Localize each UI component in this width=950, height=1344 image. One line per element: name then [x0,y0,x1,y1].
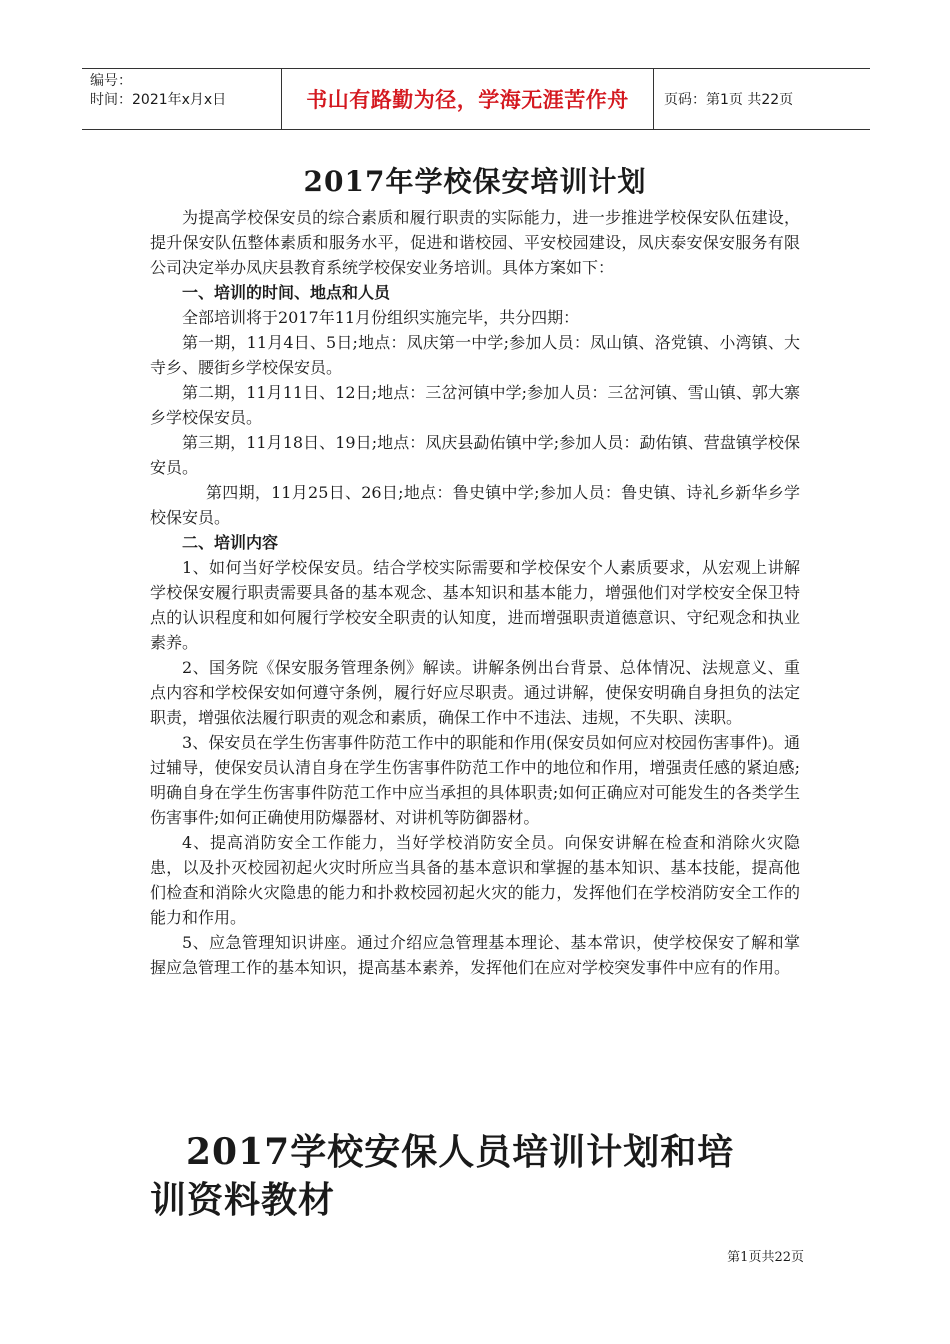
document-title: 2017年学校保安培训计划 [303,165,647,198]
document-time-label: 时间：2021年x月x日 [90,92,227,108]
paragraph-item-2: 2、国务院《保安服务管理条例》解读。讲解条例出台背景、总体情况、法规意义、重点内容和学校保安如何遵守条例，履行好应尽职责。通过讲解，使保安明确自身担负的法定职责，增强依法履行职责的观念和素质，确保工作中不违法、违规，不失职、渎职。 [150,658,800,727]
second-document-title [150,1128,830,1224]
section-heading-1: 一、培训的时间、地点和人员 [182,283,391,302]
second-title-line-1: 2017学校安保人员培训计划和培 [186,1131,735,1173]
paragraph-item-3: 3、保安员在学生伤害事件防范工作中的职能和作用(保安员如何应对校园伤害事件)。通过辅导，使保安员认清自身在学生伤害事件防范工作中的地位和作用，增强责任感的紧迫感;明确自身在学生伤害事件防范工作中应当承担的具体职责;如何正确应对可能发生的各类学生伤害事件;如何正确使用防爆器材、对讲机等防御器材。 [150,733,800,827]
header-motto: 书山有路勤为径，学海无涯苦作舟 [282,69,654,129]
document-number-label: 编号： [90,73,132,89]
paragraph-session-4: 第四期，11月25日、26日;地点：鲁史镇中学;参加人员：鲁史镇、诗礼乡新华乡学校保安员。 [150,483,800,527]
intro-paragraph: 为提高学校保安员的综合素质和履行职责的实际能力，进一步推进学校保安队伍建设，提升保安队伍整体素质和服务水平，促进和谐校园、平安校园建设，凤庆泰安保安服务有限公司决定举办凤庆县教育系统学校保安业务培训。具体方案如下： [150,208,800,277]
page-header [82,68,870,130]
paragraph: 全部培训将于2017年11月份组织实施完毕，共分四期： [182,308,580,327]
header-meta [82,69,282,129]
second-title-line-2: 训资料教材 [150,1179,336,1221]
paragraph-session-1: 第一期，11月4日、5日;地点：凤庆第一中学;参加人员：凤山镇、洛党镇、小湾镇、大寺乡、腰街乡学校保安员。 [150,333,800,377]
paragraph-session-2: 第二期，11月11日、12日;地点：三岔河镇中学;参加人员：三岔河镇、雪山镇、郭大寨乡学校保安员。 [150,383,800,427]
paragraph-item-4: 4、提高消防安全工作能力，当好学校消防安全员。向保安讲解在检查和消除火灾隐患，以及扑灭校园初起火灾时所应当具备的基本意识和掌握的基本知识、基本技能，提高他们检查和消除火灾隐患的能力和扑救校园初起火灾的能力，发挥他们在学校消防安全工作的能力和作用。 [150,833,800,927]
document-body [150,205,800,980]
paragraph-item-5: 5、应急管理知识讲座。通过介绍应急管理基本理论、基本常识，使学校保安了解和掌握应急管理工作的基本知识，提高基本素养，发挥他们在应对学校突发事件中应有的作用。 [150,933,800,977]
header-page-info: 页码：第1页 共22页 [664,92,794,108]
paragraph-item-1: 1、如何当好学校保安员。结合学校实际需要和学校保安个人素质要求，从宏观上讲解学校保安履行职责需要具备的基本观念、基本知识和基本能力，增强他们对学校安全保卫特点的认识程度和如何履行学校安全职责的认知度，进而增强职责道德意识、守纪观念和执业素养。 [150,558,800,652]
paragraph-session-3: 第三期，11月18日、19日;地点：凤庆县勐佑镇中学;参加人员：勐佑镇、营盘镇学校保安员。 [150,433,800,477]
section-heading-2: 二、培训内容 [182,533,279,552]
page-footer: 第1页共22页 [727,1250,804,1265]
